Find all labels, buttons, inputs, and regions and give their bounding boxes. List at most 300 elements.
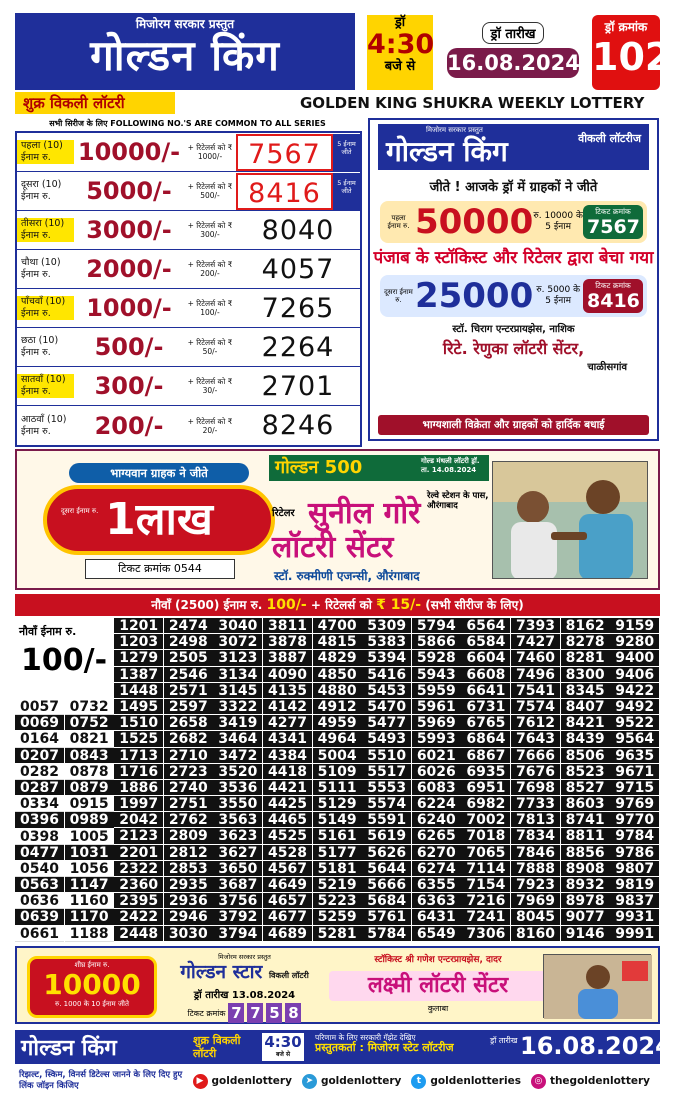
ninth-number: 3123 bbox=[213, 650, 262, 666]
ninth-banner-pre: नौवाँ (2500) ईनाम रु. bbox=[151, 598, 263, 612]
ninth-number: 7216 bbox=[461, 893, 510, 909]
ninth-number: 5181 bbox=[313, 861, 362, 877]
draw-time-box bbox=[367, 15, 433, 90]
second-prize-card bbox=[380, 275, 647, 317]
ninth-number: 5993 bbox=[412, 731, 461, 747]
ninth-number: 0661 bbox=[15, 926, 64, 942]
youtube-icon: ▶ bbox=[193, 1074, 208, 1089]
ninth-column bbox=[610, 618, 659, 942]
ninth-number: 7698 bbox=[511, 780, 560, 796]
ninth-number: 5161 bbox=[313, 828, 362, 844]
ninth-number: 5493 bbox=[362, 731, 411, 747]
ninth-number: 0752 bbox=[65, 715, 114, 731]
draw-time: 4:30 bbox=[367, 29, 435, 60]
draw-date-box bbox=[447, 22, 579, 82]
ninth-number: 7002 bbox=[461, 812, 510, 828]
winner-banner bbox=[15, 449, 660, 590]
ninth-number: 5684 bbox=[362, 893, 411, 909]
instagram-icon: ◎ bbox=[531, 1074, 546, 1089]
common-note: सभी सिरीज के लिए FOLLOWING NO.'S ARE COMMON TO ALL SERIES bbox=[49, 119, 326, 128]
ninth-number: 7643 bbox=[511, 731, 560, 747]
ninth-number: 2201 bbox=[114, 845, 163, 861]
ninth-number: 8811 bbox=[561, 828, 610, 844]
second-prize-ticket bbox=[583, 279, 643, 313]
winner-photo-illustration bbox=[493, 462, 648, 579]
ninth-number: 6549 bbox=[412, 926, 461, 942]
ninth-number: 4657 bbox=[263, 893, 312, 909]
ninth-number: 2809 bbox=[164, 828, 213, 844]
ninth-column bbox=[561, 618, 610, 942]
ninth-number: 5281 bbox=[313, 926, 362, 942]
ninth-number: 6021 bbox=[412, 748, 461, 764]
ninth-number: 2658 bbox=[164, 715, 213, 731]
ninth-number: 3887 bbox=[263, 650, 312, 666]
ninth-banner-post: (सभी सीरीज के लिए) bbox=[425, 598, 524, 612]
ninth-number: 5259 bbox=[313, 909, 362, 925]
social-bar bbox=[15, 1068, 660, 1094]
ninth-number: 1188 bbox=[65, 926, 114, 942]
prize-amount: 1000/- bbox=[86, 294, 172, 322]
ninth-number: 4829 bbox=[313, 650, 362, 666]
ninth-column bbox=[263, 618, 312, 942]
quick-prize-amount: 10000 bbox=[43, 968, 141, 1001]
ninth-label-box bbox=[15, 618, 113, 690]
ninth-number: 2946 bbox=[164, 909, 213, 925]
ninth-number: 6641 bbox=[461, 683, 510, 699]
prize-amount: 10000/- bbox=[77, 138, 181, 166]
ninth-number: 8603 bbox=[561, 796, 610, 812]
ninth-number: 6608 bbox=[461, 667, 510, 683]
footer-time-sub: बजे से bbox=[275, 1051, 291, 1058]
bottom-ad-strip bbox=[15, 946, 660, 1024]
footer-notice-text: परिणाम के लिए सरकारी गॅझेट देखिए bbox=[315, 1033, 416, 1042]
ninth-number: 5794 bbox=[412, 618, 461, 634]
second-retailer: रिटे. रेणुका लॉटरी सेंटर, bbox=[442, 339, 585, 358]
ninth-number: 5969 bbox=[412, 715, 461, 731]
ninth-number: 4850 bbox=[313, 667, 362, 683]
ninth-number: 4384 bbox=[263, 748, 312, 764]
ninth-number: 9635 bbox=[610, 748, 659, 764]
ninth-number: 2740 bbox=[164, 780, 213, 796]
ninth-number: 2395 bbox=[114, 893, 163, 909]
ninth-number: 3563 bbox=[213, 812, 262, 828]
ticket-digit: 5 bbox=[266, 1003, 282, 1023]
ninth-number: 5416 bbox=[362, 667, 411, 683]
ninth-number: 5644 bbox=[362, 861, 411, 877]
ninth-number: 0636 bbox=[15, 893, 64, 909]
footer-notice bbox=[315, 1033, 490, 1054]
twitter-link[interactable] bbox=[411, 1074, 521, 1089]
footer-time bbox=[262, 1033, 304, 1061]
ninth-number: 6355 bbox=[412, 877, 461, 893]
ninth-number: 2474 bbox=[164, 618, 213, 634]
prize-winners: 5 ईनाम जीते bbox=[333, 134, 360, 171]
ninth-number: 3536 bbox=[213, 780, 262, 796]
ninth-number: 7427 bbox=[511, 634, 560, 650]
ninth-number: 4525 bbox=[263, 828, 312, 844]
ninth-number: 3419 bbox=[213, 715, 262, 731]
ninth-number: 7923 bbox=[511, 877, 560, 893]
ninth-number: 7969 bbox=[511, 893, 560, 909]
first-prize-ticket bbox=[583, 205, 643, 239]
ninth-number: 6731 bbox=[461, 699, 510, 715]
ninth-number: 1510 bbox=[114, 715, 163, 731]
telegram-handle: goldenlottery bbox=[320, 1075, 402, 1087]
instagram-link[interactable] bbox=[531, 1074, 650, 1089]
ninth-number: 0334 bbox=[15, 796, 64, 812]
prize-number: 8416 bbox=[236, 173, 333, 210]
ninth-prize-grid bbox=[15, 618, 660, 942]
first-ticket-number: 7567 bbox=[587, 216, 640, 238]
ninth-number: 5219 bbox=[313, 877, 362, 893]
ninth-number: 1997 bbox=[114, 796, 163, 812]
footer-time-value: 4:30 bbox=[264, 1033, 302, 1051]
ninth-number: 2853 bbox=[164, 861, 213, 877]
prize-row bbox=[17, 367, 360, 406]
ninth-number: 5477 bbox=[362, 715, 411, 731]
ninth-number: 2597 bbox=[164, 699, 213, 715]
telegram-link[interactable] bbox=[302, 1074, 401, 1089]
ninth-number: 0057 bbox=[15, 699, 64, 715]
second-prize-amount: 25000 bbox=[414, 276, 534, 316]
winner-photo bbox=[492, 461, 648, 579]
ninth-number: 6982 bbox=[461, 796, 510, 812]
ninth-number: 9991 bbox=[610, 926, 659, 942]
ninth-number: 8527 bbox=[561, 780, 610, 796]
instagram-handle: thegoldenlottery bbox=[549, 1075, 650, 1087]
prize-row bbox=[17, 172, 360, 211]
ninth-number: 8160 bbox=[511, 926, 560, 942]
ninth-number: 0843 bbox=[65, 748, 114, 764]
laxmi-retailer-block bbox=[329, 952, 547, 1022]
social-note: रिझल्ट, स्किम, विनर्स डिटेल्स जानने के लिए दिए हुए लिंक जॉइन किजिए bbox=[19, 1070, 183, 1091]
ninth-number: 3134 bbox=[213, 667, 262, 683]
ninth-number: 0878 bbox=[65, 764, 114, 780]
prize-amount: 200/- bbox=[94, 411, 164, 440]
ninth-number: 8978 bbox=[561, 893, 610, 909]
ninth-number: 7676 bbox=[511, 764, 560, 780]
ninth-number: 5223 bbox=[313, 893, 362, 909]
prize-amount: 3000/- bbox=[86, 216, 172, 244]
golden-star-weekly: विकली लॉटरी bbox=[268, 971, 309, 980]
promo-footer: भाग्यशाली विक्रेता और ग्राहकों को हार्दिक बधाई bbox=[378, 415, 649, 435]
golden-500-name: गोल्डन 500 bbox=[275, 457, 363, 478]
youtube-link[interactable] bbox=[193, 1074, 292, 1089]
presenter: मिजोरम सरकार प्रस्तुत bbox=[135, 17, 235, 31]
ninth-number: 2812 bbox=[164, 845, 213, 861]
ninth-number: 5177 bbox=[313, 845, 362, 861]
ninth-number: 1031 bbox=[65, 845, 114, 861]
ninth-number: 2448 bbox=[114, 926, 163, 942]
ninth-number: 5109 bbox=[313, 764, 362, 780]
golden-star-presenter: मिजोरम सरकार प्रस्तुत bbox=[218, 953, 271, 961]
ninth-number: 0915 bbox=[65, 796, 114, 812]
prize-rank: चौथा (10) ईनाम रु. bbox=[21, 257, 61, 280]
footer-brand: गोल्डन किंग bbox=[21, 1036, 117, 1061]
ninth-number: 5470 bbox=[362, 699, 411, 715]
ninth-number: 4421 bbox=[263, 780, 312, 796]
ninth-number: 4880 bbox=[313, 683, 362, 699]
ticket-digit: 7 bbox=[247, 1003, 263, 1023]
ninth-number: 0639 bbox=[15, 909, 64, 925]
draw-time-label-top: ड्रॉ bbox=[394, 15, 406, 30]
ninth-number: 2682 bbox=[164, 731, 213, 747]
ninth-number: 9807 bbox=[610, 861, 659, 877]
golden-500-title bbox=[269, 455, 489, 481]
ninth-number: 3811 bbox=[263, 618, 312, 634]
first-prize-amount: 50000 bbox=[414, 202, 534, 242]
ninth-number: 0821 bbox=[65, 731, 114, 747]
ninth-number: 3322 bbox=[213, 699, 262, 715]
ninth-column bbox=[213, 618, 262, 942]
ninth-number: 6363 bbox=[412, 893, 461, 909]
ninth-number: 2546 bbox=[164, 667, 213, 683]
ninth-number: 4341 bbox=[263, 731, 312, 747]
ninth-column bbox=[412, 618, 461, 942]
ninth-number: 3472 bbox=[213, 748, 262, 764]
promo-tagline: जीते ! आजके ड्रॉ में ग्राहकों ने जीते bbox=[429, 180, 598, 195]
draw-number: 102 bbox=[592, 35, 672, 79]
draw-time-label-bottom: बजे से bbox=[384, 59, 416, 74]
ninth-number: 0396 bbox=[15, 812, 64, 828]
prize-amount: 5000/- bbox=[86, 177, 172, 205]
ninth-number: 5928 bbox=[412, 650, 461, 666]
ninth-number: 0287 bbox=[15, 780, 64, 796]
ninth-number: 7496 bbox=[511, 667, 560, 683]
draw-number-label: ड्रॉ क्रमांक bbox=[604, 20, 648, 34]
ninth-column bbox=[313, 618, 362, 942]
footer-date-label: ड्रॉ तारीख bbox=[490, 1036, 518, 1045]
ninth-number: 1160 bbox=[65, 893, 114, 909]
prize-winners: 5 ईनाम जीते bbox=[333, 173, 360, 210]
ninth-number: 9819 bbox=[610, 877, 659, 893]
ninth-number: 2762 bbox=[164, 812, 213, 828]
first-prize-label: पहला ईनाम रु. bbox=[387, 214, 410, 230]
ninth-number: 9786 bbox=[610, 845, 659, 861]
ninth-number: 0563 bbox=[15, 877, 64, 893]
ninth-number: 5394 bbox=[362, 650, 411, 666]
ninth-number: 4959 bbox=[313, 715, 362, 731]
ninth-number: 7114 bbox=[461, 861, 510, 877]
draw-number-box bbox=[592, 15, 672, 90]
second-ticket-label: टिकट क्रमांक bbox=[595, 281, 631, 290]
ninth-number: 0540 bbox=[15, 861, 64, 877]
prize-number: 7265 bbox=[261, 292, 335, 324]
prize-retailer: + रिटेलर्स को ₹ 300/- bbox=[187, 221, 233, 239]
second-stockist: स्टॉ. चिराग एन्टरप्रायझेस, नाशिक bbox=[452, 324, 575, 335]
ninth-number: 0989 bbox=[65, 812, 114, 828]
quick-prize-label: शीघ्र ईनाम रु. bbox=[74, 961, 110, 969]
brand-title: गोल्डन किंग bbox=[90, 31, 280, 80]
ninth-number: 9784 bbox=[610, 828, 659, 844]
footer-shukra: शुक्र विकली लॉटरी bbox=[193, 1034, 241, 1060]
draw-date-label: ड्रॉ तारीख bbox=[482, 22, 545, 44]
ninth-number: 4090 bbox=[263, 667, 312, 683]
ninth-number: 8856 bbox=[561, 845, 610, 861]
second-prize-detail: रु. 5000 के 5 ईनाम bbox=[536, 285, 581, 306]
ninth-number: 9406 bbox=[610, 667, 659, 683]
ninth-number: 5619 bbox=[362, 828, 411, 844]
ninth-number: 6431 bbox=[412, 909, 461, 925]
ninth-number: 0879 bbox=[65, 780, 114, 796]
ninth-number: 7666 bbox=[511, 748, 560, 764]
ninth-number: 3650 bbox=[213, 861, 262, 877]
ninth-number: 1387 bbox=[114, 667, 163, 683]
ninth-number: 5666 bbox=[362, 877, 411, 893]
ninth-number: 4649 bbox=[263, 877, 312, 893]
ninth-column bbox=[15, 699, 64, 942]
lakh-ticket: टिकट क्रमांक 0544 bbox=[85, 559, 235, 579]
ninth-number: 1716 bbox=[114, 764, 163, 780]
ninth-number: 0732 bbox=[65, 699, 114, 715]
retailer-name-1: सुनील गोरे bbox=[308, 496, 421, 531]
prize-number: 8246 bbox=[261, 410, 335, 441]
ninth-column bbox=[362, 618, 411, 942]
ninth-number: 3623 bbox=[213, 828, 262, 844]
ninth-number: 3072 bbox=[213, 634, 262, 650]
ninth-number: 8345 bbox=[561, 683, 610, 699]
retailer-name-2: लॉटरी सेंटर bbox=[272, 530, 394, 565]
ninth-number: 9837 bbox=[610, 893, 659, 909]
ninth-number: 5866 bbox=[412, 634, 461, 650]
ninth-number: 5149 bbox=[313, 812, 362, 828]
lakh-prize bbox=[43, 485, 275, 555]
ninth-number: 5129 bbox=[313, 796, 362, 812]
retailer-stockist: स्टॉ. रुक्मीणी एजन्सी, औरंगाबाद bbox=[274, 569, 420, 583]
ninth-number: 8278 bbox=[561, 634, 610, 650]
ninth-number: 6935 bbox=[461, 764, 510, 780]
prize-number: 2264 bbox=[261, 331, 335, 363]
prize-retailer: + रिटेलर्स को ₹ 1000/- bbox=[187, 143, 233, 161]
ninth-number: 9400 bbox=[610, 650, 659, 666]
ninth-number: 4964 bbox=[313, 731, 362, 747]
ninth-number: 9159 bbox=[610, 618, 659, 634]
second-ticket-number: 8416 bbox=[587, 290, 640, 312]
ninth-number: 4465 bbox=[263, 812, 312, 828]
ninth-number: 0282 bbox=[15, 764, 64, 780]
ninth-number: 5961 bbox=[412, 699, 461, 715]
ninth-number: 1170 bbox=[65, 909, 114, 925]
footer-bar bbox=[15, 1030, 672, 1064]
ninth-number: 2042 bbox=[114, 812, 163, 828]
ninth-number: 6867 bbox=[461, 748, 510, 764]
ninth-number: 9280 bbox=[610, 634, 659, 650]
prize-amount: 500/- bbox=[94, 333, 164, 361]
ninth-number: 2936 bbox=[164, 893, 213, 909]
promo-brand: गोल्डन किंग bbox=[386, 135, 508, 168]
laxmi-stockist: स्टॉकिस्ट श्री गणेश एन्टरप्रायझेस, दादर bbox=[374, 955, 502, 965]
second-city: चाळीसगांव bbox=[587, 362, 627, 373]
twitter-handle: goldenlotteries bbox=[430, 1075, 521, 1087]
promo-box bbox=[368, 118, 659, 441]
prize-retailer: + रिटेलर्स को ₹ 200/- bbox=[187, 260, 233, 278]
ninth-number: 7888 bbox=[511, 861, 560, 877]
ninth-number: 7541 bbox=[511, 683, 560, 699]
ninth-number: 1279 bbox=[114, 650, 163, 666]
ninth-number: 7065 bbox=[461, 845, 510, 861]
ninth-number: 2751 bbox=[164, 796, 213, 812]
ninth-number: 7393 bbox=[511, 618, 560, 634]
ninth-number: 1203 bbox=[114, 634, 163, 650]
golden-star-block bbox=[167, 952, 322, 1022]
first-sold-note: पंजाब के स्टॉकिस्ट और रिटेलर द्वारा बेचा गया bbox=[373, 248, 654, 268]
ninth-number: 8045 bbox=[511, 909, 560, 925]
ninth-banner-amount: 100/- bbox=[266, 597, 307, 613]
quick-prize-badge bbox=[27, 956, 157, 1018]
golden-star-title bbox=[167, 961, 322, 987]
ninth-number: 0398 bbox=[15, 829, 64, 845]
ninth-number: 1886 bbox=[114, 780, 163, 796]
lakh-badge bbox=[43, 463, 275, 583]
ninth-number: 0207 bbox=[15, 748, 64, 764]
ninth-prize-banner bbox=[15, 594, 660, 616]
laxmi-place: कुलाबा bbox=[427, 1004, 449, 1013]
prize-row bbox=[17, 328, 360, 367]
prize-rank: आठवाँ (10) ईनाम रु. bbox=[21, 413, 67, 437]
prize-row bbox=[17, 250, 360, 289]
retailer-photo bbox=[543, 954, 651, 1018]
ninth-number: 0164 bbox=[15, 731, 64, 747]
ninth-number: 3464 bbox=[213, 731, 262, 747]
ninth-number: 2571 bbox=[164, 683, 213, 699]
ninth-number: 4815 bbox=[313, 634, 362, 650]
ninth-number: 5784 bbox=[362, 926, 411, 942]
retailer-location: रेल्वे स्टेशन के पास, औरंगाबाद bbox=[427, 491, 489, 511]
footer-date: 16.08.2024 bbox=[520, 1032, 672, 1060]
ninth-number: 9769 bbox=[610, 796, 659, 812]
second-prize-label: दूसरा ईनाम रु. bbox=[384, 288, 413, 304]
ninth-banner-mid: + रिटेलर्स को bbox=[310, 598, 372, 612]
ninth-column bbox=[511, 618, 560, 942]
golden-star-date: ड्रॉ तारीख 13.08.2024 bbox=[193, 990, 296, 1001]
ninth-number: 4142 bbox=[263, 699, 312, 715]
ticket-digit: 7 bbox=[228, 1003, 244, 1023]
ninth-number: 7018 bbox=[461, 828, 510, 844]
ninth-number: 3520 bbox=[213, 764, 262, 780]
ninth-number: 2710 bbox=[164, 748, 213, 764]
ninth-number: 4425 bbox=[263, 796, 312, 812]
ninth-number: 9671 bbox=[610, 764, 659, 780]
weekly-english: GOLDEN KING SHUKRA WEEKLY LOTTERY bbox=[300, 94, 645, 112]
first-prize-detail: रु. 10000 के 5 ईनाम bbox=[533, 211, 583, 232]
ninth-number: 6224 bbox=[412, 796, 461, 812]
ninth-number: 6274 bbox=[412, 861, 461, 877]
ninth-number: 2505 bbox=[164, 650, 213, 666]
ninth-number: 1147 bbox=[65, 877, 114, 893]
ninth-number: 4277 bbox=[263, 715, 312, 731]
prize-row bbox=[17, 211, 360, 250]
ninth-number: 2498 bbox=[164, 634, 213, 650]
ninth-number: 3550 bbox=[213, 796, 262, 812]
ninth-number: 8506 bbox=[561, 748, 610, 764]
weekly-hindi: शुक्र विकली लॉटरी bbox=[15, 92, 175, 114]
ninth-number: 6604 bbox=[461, 650, 510, 666]
ninth-number: 5591 bbox=[362, 812, 411, 828]
first-prize-card bbox=[380, 201, 647, 243]
twitter-icon: t bbox=[411, 1074, 426, 1089]
prize-number: 7567 bbox=[236, 134, 333, 171]
ninth-number: 8300 bbox=[561, 667, 610, 683]
ninth-number: 2360 bbox=[114, 877, 163, 893]
ninth-number: 5510 bbox=[362, 748, 411, 764]
ninth-number: 7612 bbox=[511, 715, 560, 731]
ninth-number: 3756 bbox=[213, 893, 262, 909]
ninth-number: 9492 bbox=[610, 699, 659, 715]
header-brand bbox=[15, 13, 355, 90]
prize-row bbox=[17, 406, 360, 445]
ninth-number: 7846 bbox=[511, 845, 560, 861]
ninth-column bbox=[114, 618, 163, 942]
